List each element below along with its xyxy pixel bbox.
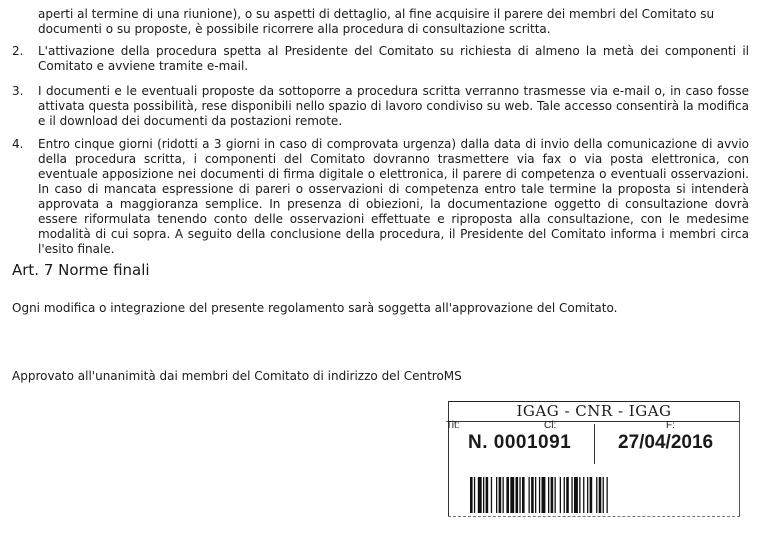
barcode-bar: [599, 477, 602, 513]
barcode-bar: [491, 477, 492, 513]
barcode-bar: [583, 477, 584, 513]
barcode-bar: [503, 477, 504, 513]
article-heading: Art. 7 Norme finali: [12, 261, 150, 279]
continued-paragraph: [38, 7, 749, 37]
barcode-bar: [571, 477, 572, 513]
barcode-bar: [548, 477, 549, 513]
list-item-number: 3.: [12, 84, 24, 98]
barcode-icon: [470, 477, 718, 513]
barcode-bar: [519, 477, 520, 513]
barcode-bar: [478, 477, 482, 513]
barcode-bar: [542, 477, 546, 513]
paragraph-line: aperti al termine di una riunione), o su aspetti di dettaglio, al fine acquisire il parere dei membri del Comitato su: [38, 7, 715, 21]
barcode-bar: [516, 477, 519, 513]
barcode-bar: [551, 477, 554, 513]
list-item-text: Entro cinque giorni (ridotti a 3 giorni in caso di comprovata urgenza) dalla data di invio della comunicazione di avvio della procedura scritta, i componenti del Comitato dovranno trasmettere via fax o via posta elettronica, con eventuale apposizione nei documenti di firma digitale o elettronica, il parere di competenza o eventuali osservazioni. In caso di mancata espressione di pareri o osservazioni di competenza entro tale termine la proposta si intenderà approvata a maggioranza semplice. In presenza di obiezioni, la documentazione oggetto di consultazione dovrà essere riformulata tenendo conto delle osservazioni effettuate e riproposta alla consultazione, con le medesime modalità di cui sopra. A seguito della conclusione della procedura, il Presidente del Comitato informa i membri circa l'esito finale.: [38, 137, 749, 256]
paragraph-line: documenti o su proposte, è possibile ricorrere alla procedura di consultazione scritta.: [38, 22, 551, 36]
barcode-bar: [470, 477, 473, 513]
list-item-number: 4.: [12, 137, 24, 151]
barcode-bar: [522, 477, 525, 513]
barcode-bar: [531, 477, 534, 513]
protocol-number: N. 0001091: [468, 432, 572, 453]
stamp-tit-label: Tit:: [446, 420, 460, 431]
barcode-bar: [555, 477, 556, 513]
barcode-bar: [486, 477, 489, 513]
stamp-org: IGAG - CNR - IGAG: [516, 402, 672, 420]
stamp-cl-label: Cl:: [544, 420, 557, 431]
article-body: Ogni modifica o integrazione del presente regolamento sarà soggetta all'approvazione del Comitato.: [12, 301, 618, 315]
barcode-bar: [587, 477, 588, 513]
barcode-bar: [510, 477, 514, 513]
barcode-bar: [535, 477, 536, 513]
barcode-bar: [590, 477, 593, 513]
protocol-stamp: [444, 396, 744, 524]
barcode-bar: [483, 477, 484, 513]
barcode-bar: [496, 477, 497, 513]
barcode-bar: [596, 477, 597, 513]
barcode-bar: [560, 477, 561, 513]
barcode-bar: [499, 477, 502, 513]
protocol-date: 27/04/2016: [618, 432, 714, 453]
stamp-border: [448, 516, 740, 517]
barcode-bar: [566, 477, 569, 513]
barcode-bar: [564, 477, 565, 513]
stamp-divider: [448, 421, 740, 422]
barcode-bar: [474, 477, 475, 513]
stamp-f-label: F:: [666, 420, 675, 431]
approval-note: Approvato all'unanimità dai membri del Comitato di indirizzo del CentroMS: [12, 369, 462, 383]
barcode-bar: [539, 477, 540, 513]
barcode-bar: [574, 477, 578, 513]
barcode-bar: [603, 477, 604, 513]
barcode-bar: [506, 477, 509, 513]
barcode-bar: [529, 477, 530, 513]
stamp-divider: [594, 424, 595, 464]
list-item-text: L'attivazione della procedura spetta al Presidente del Comitato su richiesta di almeno la metà dei componenti il Comitato e avviene tramite e-mail.: [38, 44, 749, 73]
list-item-number: 2.: [12, 44, 24, 58]
barcode-bar: [579, 477, 580, 513]
barcode-bar: [607, 477, 608, 513]
list-item-text: I documenti e le eventuali proposte da sottoporre a procedura scritta verranno trasmesse via e-mail o, in caso fosse attivata questa possibilità, rese disponibili nello spazio di lavoro condiviso su web. Tale accesso consentirà la modifica e il download dei documenti da postazioni remote.: [38, 84, 749, 128]
